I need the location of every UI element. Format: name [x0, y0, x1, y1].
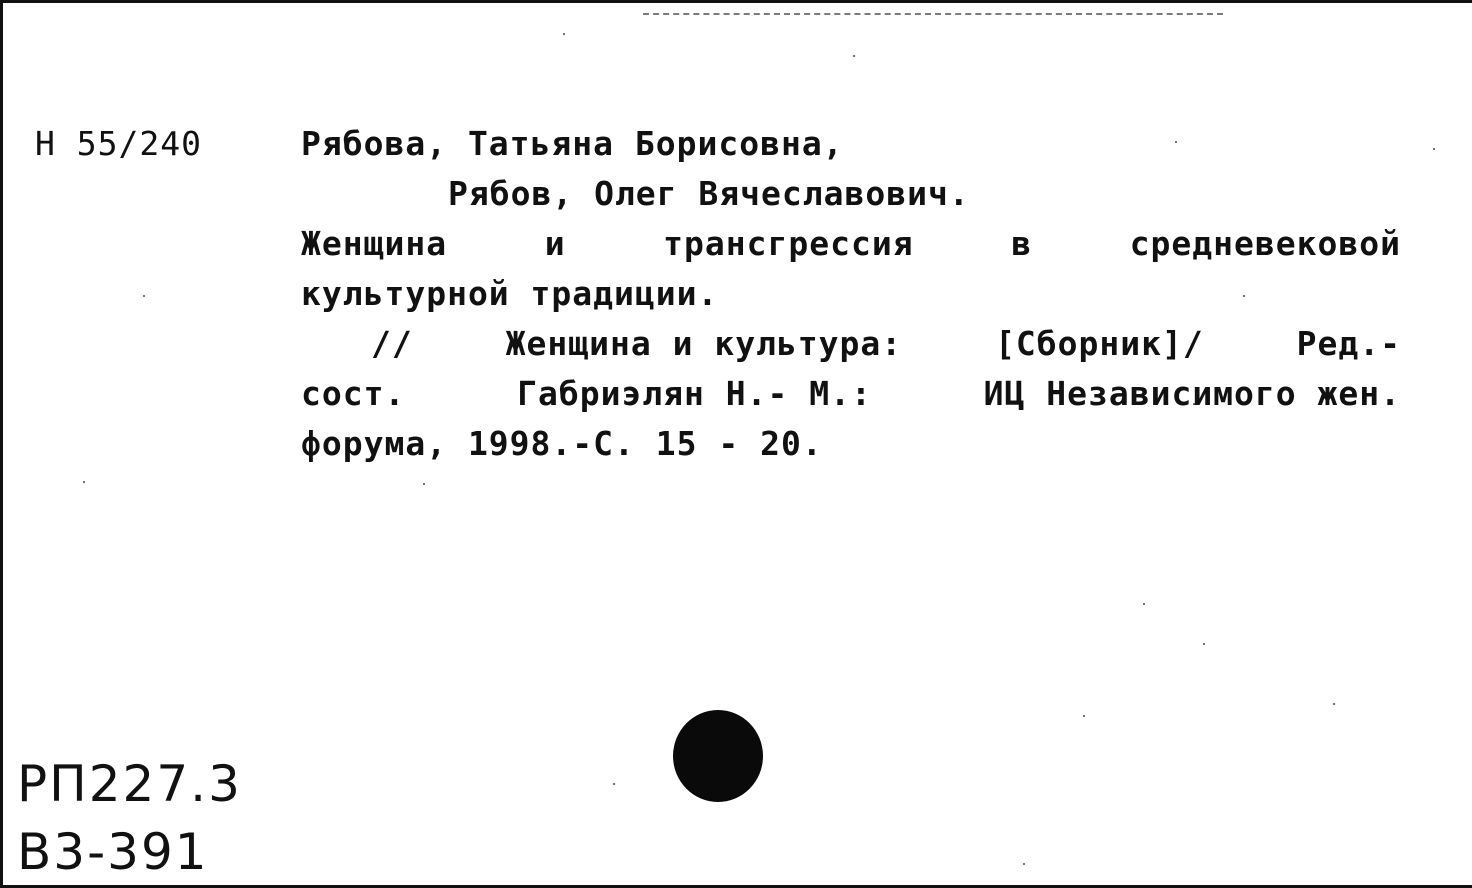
- speck: [1333, 703, 1335, 705]
- handwritten-classification: РП227.3: [17, 755, 242, 813]
- speck: [613, 783, 615, 785]
- source-segment: Габриэлян Н.- М.:: [517, 374, 872, 413]
- speck: [143, 295, 145, 297]
- top-dash-line: [643, 13, 1223, 17]
- speck: [1023, 863, 1025, 865]
- speck: [1243, 295, 1245, 297]
- source-segment: сост.: [301, 374, 406, 413]
- handwritten-shelfmark: В3-391: [17, 823, 209, 881]
- title-word: Женщина: [301, 224, 448, 263]
- source-segment: [Сборник]/: [995, 324, 1204, 363]
- speck: [1175, 141, 1177, 143]
- speck: [423, 483, 425, 485]
- author-primary: Рябова, Татьяна Борисовна,: [301, 124, 844, 163]
- speck: [1203, 643, 1205, 645]
- title-word: средневековой: [1129, 224, 1401, 263]
- speck: [1083, 715, 1085, 717]
- title-word: трансгрессия: [663, 224, 914, 263]
- speck: [1433, 148, 1435, 150]
- source-line-2: [301, 374, 1401, 413]
- speck: [1143, 603, 1145, 605]
- title-line-1: [301, 224, 1401, 263]
- title-line-2: культурной традиции.: [301, 274, 719, 313]
- call-number: Н 55/240: [35, 124, 202, 163]
- source-segment: //: [371, 324, 413, 363]
- punch-hole: [673, 710, 763, 802]
- title-word: и: [544, 224, 566, 263]
- source-segment: Ред.-: [1296, 324, 1401, 363]
- speck: [563, 33, 565, 35]
- title-word: в: [1011, 224, 1033, 263]
- source-line-1: [301, 324, 1401, 363]
- author-secondary: Рябов, Олег Вячеславович.: [448, 174, 970, 213]
- speck: [853, 55, 855, 57]
- source-segment: ИЦ Независимого жен.: [983, 374, 1401, 413]
- source-segment: Женщина и культура:: [505, 324, 903, 363]
- speck: [83, 481, 85, 483]
- source-line-3: форума, 1998.-С. 15 - 20.: [301, 424, 823, 463]
